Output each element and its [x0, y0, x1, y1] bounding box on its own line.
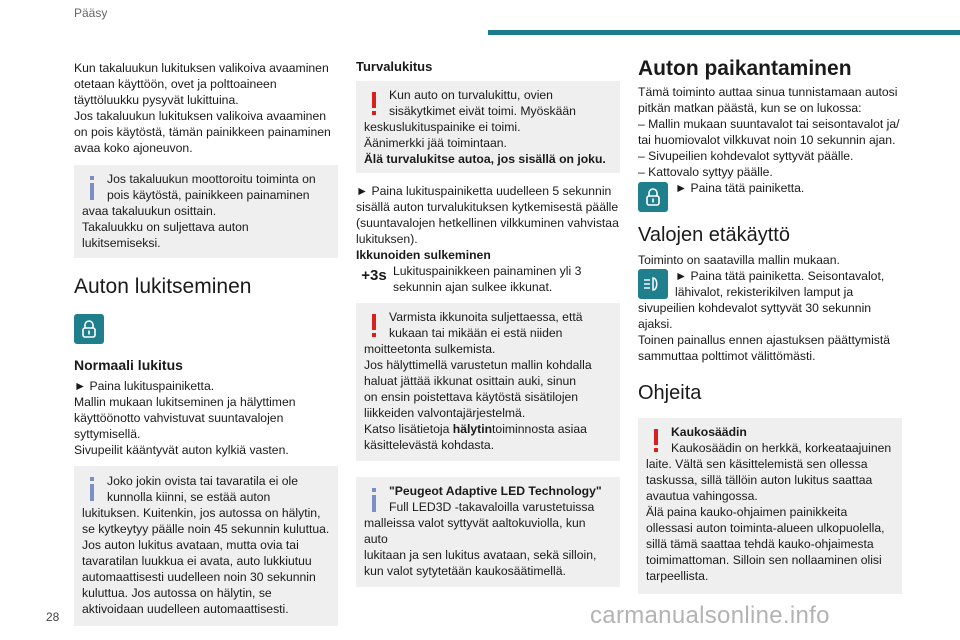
- body-line: pitkän matkan päästä, kun se on lukossa:: [638, 101, 862, 115]
- body-line: sisällä auton turvalukituksen kytkemisestä päälle: [356, 200, 619, 214]
- warning-icon: [647, 428, 665, 458]
- body-line: – Kattovalo syttyy päälle.: [638, 165, 773, 179]
- body-line: ► Paina tätä painiketta. Seisontavalot,: [675, 269, 885, 283]
- note-line: lukitaan ja sen lukitus avataan, sekä silloin,: [364, 548, 597, 562]
- intro-line: täyttöluukku pysyvät lukittuina.: [74, 93, 239, 107]
- body-line: ► Paina lukituspainiketta.: [74, 379, 215, 393]
- body-line: Mallin mukaan lukitseminen ja hälyttimen: [74, 395, 296, 409]
- plus-three-seconds-icon: [356, 263, 392, 289]
- lock-button-icon: [74, 314, 104, 344]
- warning-line: käsittelevästä kohdasta.: [364, 438, 495, 452]
- warning-line: Kun auto on turvalukittu, ovien: [389, 88, 553, 102]
- heading-remote-lights: Valojen etäkäyttö: [638, 224, 790, 246]
- headlight-icon: [643, 277, 663, 291]
- padlock-icon: [81, 319, 97, 339]
- warning-line: Kaukosäädin on herkkä, korkeataajuinen: [671, 441, 892, 455]
- column-right: [638, 56, 902, 594]
- intro-line: Jos takaluukun lukituksen valikoiva avaaminen: [74, 109, 327, 123]
- note-line: automaattisesti uudelleen noin 30 sekunnin: [82, 570, 316, 584]
- info-icon: [83, 175, 101, 205]
- warning-line: Äänimerkki jää toimintaan.: [364, 136, 507, 150]
- info-note: [356, 477, 620, 587]
- body-line: sammuttaa polttimot välittömästi.: [638, 349, 816, 363]
- body-line: – Mallin mukaan suuntavalot tai seisontavalot ja/: [638, 117, 900, 131]
- body-line: Lukituspainikkeen painaminen yli 3: [393, 264, 582, 278]
- warning-line: sillä tämä saattaa tehdä kauko-ohjaimesta: [646, 537, 874, 551]
- warning-line: laite. Vältä sen käsittelemistä sen ollessa: [646, 457, 868, 471]
- warning-line: Älä paina kauko-ohjaimen painikkeita: [646, 505, 848, 519]
- body-line: Sivupeilit kääntyvät auton kylkiä vasten.: [74, 443, 289, 457]
- warning-line: Varmista ikkunoita suljettaessa, että: [389, 310, 583, 324]
- note-line: kunnolla kiinni, se estää auton: [107, 490, 271, 504]
- warning-line: toimimattoman. Silloin sen nollaaminen olisi: [646, 553, 882, 567]
- warning-line: sisäkytkimet eivät toimi. Myöskään: [389, 104, 576, 118]
- body-line: Tämä toiminto auttaa sinua tunnistamaan autosi: [638, 85, 898, 99]
- column-middle: [356, 58, 620, 587]
- body-line: ajaksi.: [638, 317, 673, 331]
- note-line: kuluttua. Jos autossa on hälytin, se: [82, 586, 272, 600]
- warning-icon: [365, 313, 383, 343]
- heading-locate-car: Auton paikantaminen: [638, 57, 852, 80]
- warning-line: keskuslukituspainike ei toimi.: [364, 120, 521, 134]
- info-note: [74, 165, 338, 258]
- note-line: avaa takaluukun osittain.: [82, 204, 217, 218]
- info-note: [74, 466, 338, 626]
- warning-line: ollessasi auton toiminta-alueen ulkopuolella,: [646, 521, 885, 535]
- note-line: Takaluukku on suljettava auton lukitsemiseksi.: [82, 220, 249, 250]
- body-line: syttymisellä.: [74, 427, 141, 441]
- note-line: Joko jokin ovista tai tavaratila ei ole: [107, 474, 299, 488]
- warning-line: [364, 421, 612, 437]
- body-line: ► Paina lukituspainiketta uudelleen 5 sekunnin: [356, 184, 612, 198]
- note-line: Jos takaluukun moottoroitu toiminta on: [107, 172, 316, 186]
- intro-line: Kun takaluukun lukituksen valikoiva avaaminen: [74, 61, 329, 75]
- warning-note: [356, 81, 620, 173]
- body-line: lähivalot, rekisterikilven lamput ja: [675, 285, 854, 299]
- warning-icon: [365, 91, 383, 121]
- note-line: Full LED3D -takavaloilla varustetuissa: [389, 500, 595, 514]
- padlock-icon: [645, 187, 661, 207]
- note-line: aktivoidaan uudelleen automaattisesti.: [82, 602, 289, 616]
- body-line: Toiminto on saatavilla mallin mukaan.: [638, 253, 840, 267]
- warning-line: on ensin poistettava käytöstä sisätilojen: [364, 390, 579, 404]
- warning-line: Jos hälyttimellä varustetun mallin kohdalla: [364, 358, 592, 372]
- body-line: tai huomiovalot vilkkuvat noin 10 sekunnin ajan.: [638, 133, 896, 147]
- heading-safety-lock: Turvalukitus: [356, 59, 433, 74]
- note-title: Kaukosäädin: [671, 425, 747, 439]
- note-line: se kytkeytyy päälle noin 45 sekunnin kuluttua.: [82, 522, 330, 536]
- note-line: malleissa valot syttyvät aaltokuviolla, kun auto: [364, 516, 586, 546]
- body-line: Toinen painallus ennen ajastuksen päättymistä: [638, 333, 891, 347]
- locate-action-row: [638, 180, 902, 214]
- intro-line: avaa koko ajoneuvon.: [74, 141, 193, 155]
- text-fragment: Katso lisätietoja: [364, 422, 453, 436]
- headlight-button-icon: [638, 269, 668, 299]
- body-line: käyttöönotto vahvistuvat suuntavalojen: [74, 411, 284, 425]
- intro-line: otetaan käyttöön, ovet ja polttoaineen: [74, 77, 277, 91]
- warning-line: kukaan tai mikään ei estä niiden: [389, 326, 563, 340]
- watermark: carmanualsonline.info: [590, 602, 830, 629]
- info-icon: [83, 476, 101, 506]
- subheading-normal-lock: Normaali lukitus: [74, 357, 183, 373]
- warning-line: tarpeellista.: [646, 569, 709, 583]
- page-number: 28: [46, 610, 60, 624]
- warning-line: moitteetonta sulkemista.: [364, 342, 496, 356]
- text-fragment-bold: hälytin: [452, 422, 493, 436]
- remote-action-row: [638, 268, 902, 300]
- info-icon: [365, 487, 383, 517]
- note-line: lukituksen. Kuitenkin, jos autossa on hälytin,: [82, 506, 321, 520]
- text-fragment: toiminnosta asiaa: [492, 422, 587, 436]
- body-line: (suuntavalojen hetkellinen vilkkuminen vahvistaa: [356, 216, 619, 230]
- warning-note: [356, 303, 620, 461]
- heading-tips: Ohjeita: [638, 382, 702, 404]
- warning-line: haluat jättää ikkunat osittain auki, sinun: [364, 374, 577, 388]
- note-title: "Peugeot Adaptive LED Technology": [389, 484, 602, 498]
- warning-note: [638, 418, 902, 594]
- column-left: [74, 60, 338, 626]
- threes-label: +3s: [361, 267, 387, 284]
- note-line: kun valot sytytetään kaukosäätimellä.: [364, 564, 566, 578]
- section-title: Pääsy: [74, 6, 108, 20]
- note-line: Jos auton lukitus avataan, mutta ovia tai: [82, 538, 299, 552]
- header-accent-bar: [488, 30, 960, 35]
- warning-line: liikkeiden valvontajärjestelmä.: [364, 406, 526, 420]
- subheading-windows: Ikkunoiden sulkeminen: [356, 248, 491, 262]
- body-line: sekunnin ajan sulkee ikkunat.: [393, 280, 553, 294]
- body-line: ► Paina tätä painiketta.: [675, 181, 805, 195]
- lock-button-icon: [638, 182, 668, 212]
- warning-line-bold: Älä turvalukitse autoa, jos sisällä on joku.: [364, 152, 606, 166]
- body-line: lukituksen).: [356, 232, 418, 246]
- windows-row: [356, 263, 620, 295]
- body-line: – Sivupeilien kohdevalot syttyvät päälle.: [638, 149, 854, 163]
- warning-line: taskussa, sillä tällöin auton lukitus saattaa: [646, 473, 873, 487]
- note-line: tavaratilan luukkua ei avata, auto lukkiutuu: [82, 554, 312, 568]
- intro-line: on pois käytöstä, tämän painikkeen painaminen: [74, 125, 331, 139]
- note-line: pois käytöstä, painikkeen painaminen: [107, 188, 310, 202]
- heading-locking: Auton lukitseminen: [74, 275, 252, 298]
- body-line: sivupeilien kohdevalot syttyvät 30 sekunnin: [638, 301, 872, 315]
- warning-line: avautua vahingossa.: [646, 489, 758, 503]
